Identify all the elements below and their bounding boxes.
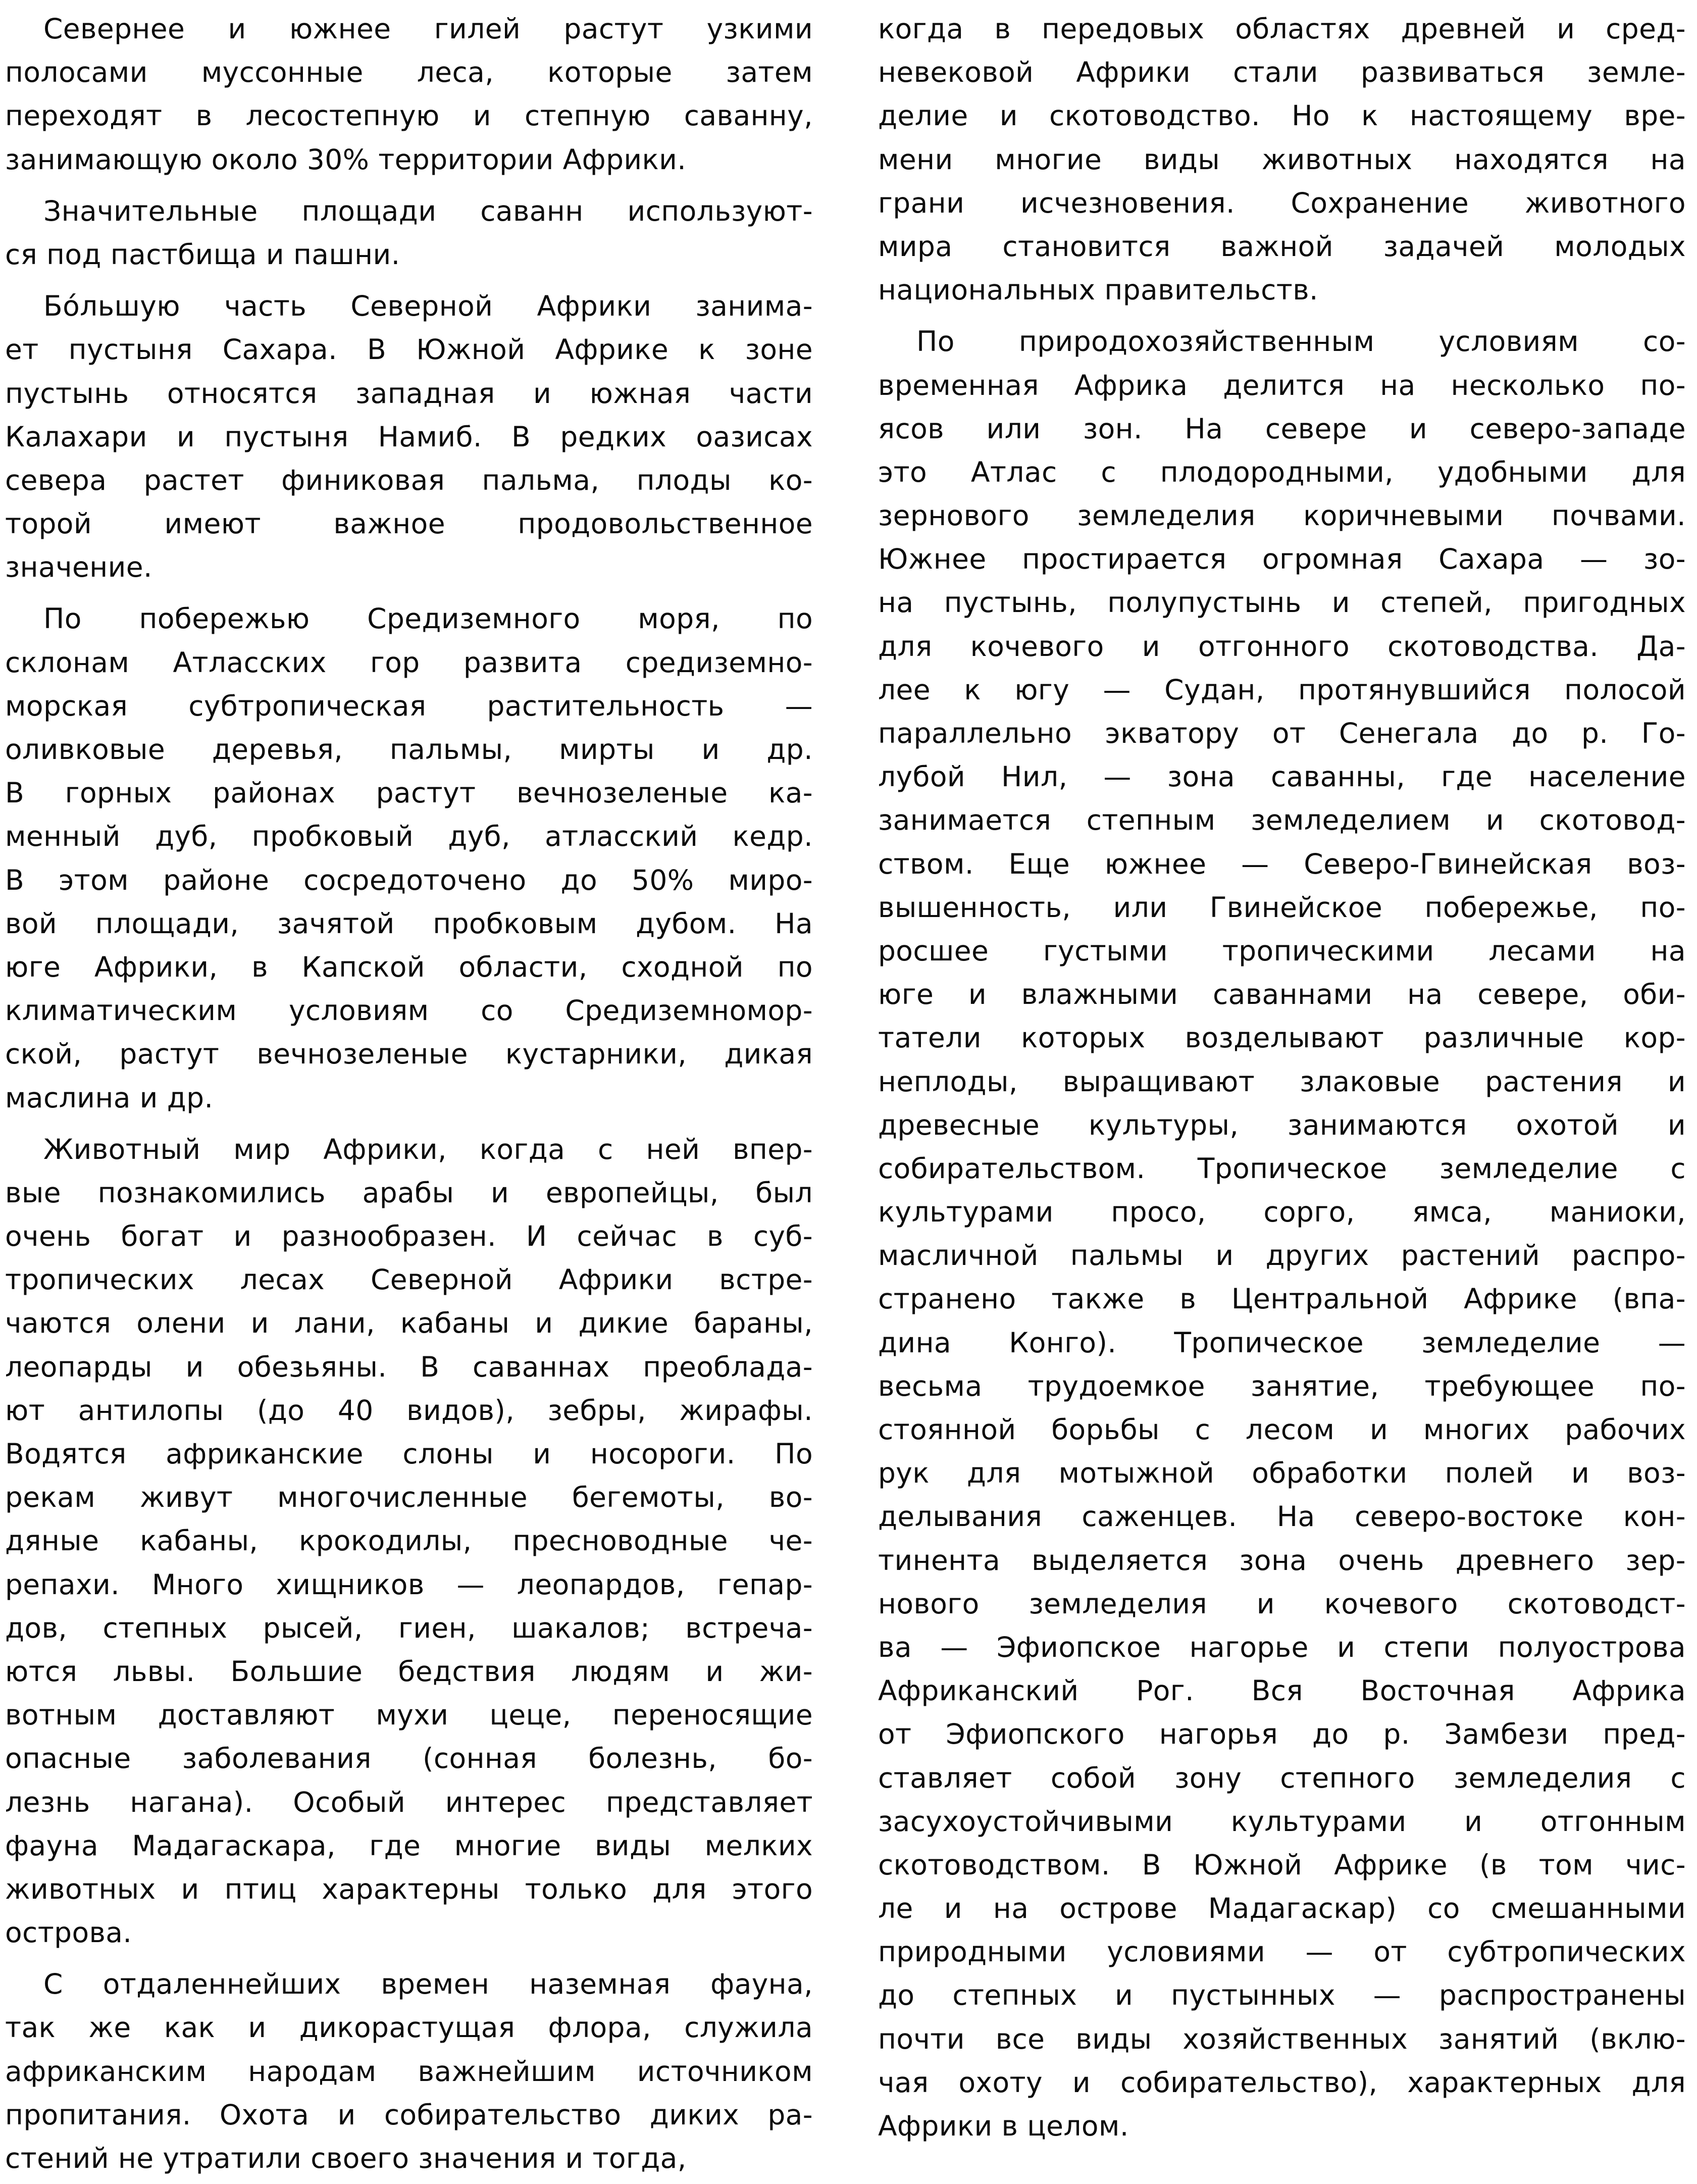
text-line: переходят в лесостепную и степную саванну,	[5, 99, 813, 132]
text-line: морская субтропическая растительность —	[5, 689, 813, 722]
text-line: животных и птиц характерны только для этого	[5, 1872, 813, 1905]
text-line: По побережью Средиземного моря, по	[43, 602, 813, 635]
text-line: севера растет финиковая пальма, плоды ко-	[5, 464, 813, 496]
text-line: собирательством. Тропическое земледелие с	[878, 1152, 1686, 1185]
text-line: природными условиями — от субтропических	[878, 1936, 1686, 1968]
text-line: фауна Мадагаскара, где многие виды мелких	[5, 1829, 813, 1862]
paragraph	[878, 7, 1686, 312]
text-line: лезнь нагана). Особый интерес представляет	[5, 1786, 813, 1818]
text-line: юге Африки, в Капской области, сходной по	[5, 950, 813, 983]
text-line: дяные кабаны, крокодилы, пресноводные че-	[5, 1525, 813, 1557]
text-line: склонам Атласских гор развита средиземно-	[5, 646, 813, 679]
text-line: ставляет собой зону степного земледелия с	[878, 1761, 1686, 1794]
text-line: Бóльшую часть Северной Африки занима-	[43, 290, 813, 323]
text-line: ются львы. Большие бедствия людям и жи-	[5, 1655, 813, 1688]
text-line: скотоводством. В Южной Африке (в том чис-	[878, 1848, 1686, 1881]
text-line: маслина и др.	[5, 1081, 214, 1114]
text-line: ся под пастбища и пашни.	[5, 238, 400, 271]
text-line: С отдаленнейших времен наземная фауна,	[43, 1968, 813, 2001]
text-line: национальных правительств.	[878, 274, 1318, 307]
text-line: Животный мир Африки, когда с ней впер-	[43, 1133, 813, 1165]
text-line: острова.	[5, 1916, 132, 1949]
text-line: засухоустойчивыми культурами и отгонным	[878, 1805, 1686, 1838]
text-line: Значительные площади саванн используют-	[43, 194, 813, 227]
text-line: делывания саженцев. На северо-востоке кон-	[878, 1500, 1686, 1533]
text-line: рук для мотыжной обработки полей и воз-	[878, 1457, 1686, 1490]
text-line: ясов или зон. На севере и северо-западе	[878, 412, 1686, 445]
text-line: мени многие виды животных находятся на	[878, 143, 1686, 176]
text-line: стений не утратили своего значения и тогда,	[5, 2142, 687, 2174]
text-line: чая охоту и собирательство), характерных для	[878, 2066, 1686, 2099]
text-line: занимается степным земледелием и скотовод-	[878, 804, 1686, 837]
text-line: странено также в Центральной Африке (впа-	[878, 1283, 1686, 1315]
text-line: временная Африка делится на несколько по-	[878, 369, 1686, 401]
text-line: ют антилопы (до 40 видов), зебры, жирафы.	[5, 1394, 813, 1427]
text-line: вой площади, зачятой пробковым дубом. На	[5, 907, 813, 940]
text-line: невековой Африки стали развиваться земле-	[878, 56, 1686, 89]
text-line: очень богат и разнообразен. И сейчас в суб-	[5, 1220, 813, 1253]
text-line: делие и скотоводство. Но к настоящему вре-	[878, 99, 1686, 132]
text-line: ле и на острове Мадагаскар) со смешанными	[878, 1892, 1686, 1925]
text-line: татели которых возделывают различные кор-	[878, 1022, 1686, 1054]
left-column	[5, 7, 813, 2184]
paragraph	[5, 189, 813, 276]
text-line: Африки в целом.	[878, 2110, 1129, 2142]
text-line: на пустынь, полупустынь и степей, пригодных	[878, 586, 1686, 619]
text-line: Севернее и южнее гилей растут узкими	[43, 13, 813, 45]
text-line: Африканский Рог. Вся Восточная Африка	[878, 1674, 1686, 1707]
text-line: нового земледелия и кочевого скотоводст-	[878, 1587, 1686, 1620]
text-line: рекам живут многочисленные бегемоты, во-	[5, 1481, 813, 1514]
text-line: до степных и пустынных — распространены	[878, 1979, 1686, 2012]
text-line: оливковые деревья, пальмы, мирты и др.	[5, 733, 813, 766]
text-line: значение.	[5, 551, 152, 584]
text-line: По природохозяйственным условиям со-	[916, 325, 1686, 358]
text-line: параллельно экватору от Сенегала до р. Го-	[878, 717, 1686, 749]
text-line: дина Конго). Тропическое земледелие —	[878, 1326, 1686, 1359]
text-line: неплоды, выращивают злаковые растения и	[878, 1065, 1686, 1098]
paragraph	[5, 7, 813, 181]
text-line: лубой Нил, — зона саванны, где население	[878, 760, 1686, 793]
text-line: вые познакомились арабы и европейцы, был	[5, 1176, 813, 1209]
text-line: репахи. Много хищников — леопардов, гепар-	[5, 1568, 813, 1601]
text-line: В этом районе сосредоточено до 50% миро-	[5, 864, 813, 896]
text-line: так же как и дикорастущая флора, служила	[5, 2011, 813, 2044]
paragraph	[5, 1962, 813, 2180]
text-line: вышенность, или Гвинейское побережье, по-	[878, 891, 1686, 924]
text-line: пустынь относятся западная и южная части	[5, 377, 813, 410]
text-line: культурами просо, сорго, ямса, маниоки,	[878, 1196, 1686, 1229]
text-line: масличной пальмы и других растений распро-	[878, 1239, 1686, 1272]
text-line: когда в передовых областях древней и сред-	[878, 13, 1686, 45]
text-line: лее к югу — Судан, протянувшийся полосой	[878, 673, 1686, 706]
text-line: занимающую около 30% территории Африки.	[5, 143, 687, 176]
text-line: мира становится важной задачей молодых	[878, 230, 1686, 263]
text-line: древесные культуры, занимаются охотой и	[878, 1108, 1686, 1141]
text-line: опасные заболевания (сонная болезнь, бо-	[5, 1742, 813, 1775]
text-line: В горных районах растут вечнозеленые ка-	[5, 777, 813, 809]
text-line: ской, растут вечнозеленые кустарники, дикая	[5, 1038, 813, 1071]
text-line: ством. Еще южнее — Северо-Гвинейская воз-	[878, 847, 1686, 880]
paragraph	[5, 284, 813, 589]
text-line: менный дуб, пробковый дуб, атласский кедр.	[5, 820, 813, 853]
text-line: весьма трудоемкое занятие, требующее по-	[878, 1369, 1686, 1402]
text-line: Калахари и пустыня Намиб. В редких оазисах	[5, 420, 813, 453]
text-line: полосами муссонные леса, которые затем	[5, 56, 813, 89]
paragraph	[5, 597, 813, 1119]
text-line: вотным доставляют мухи цеце, переносящие	[5, 1699, 813, 1732]
text-line: африканским народам важнейшим источником	[5, 2055, 813, 2088]
text-line: тинента выделяется зона очень древнего зер-	[878, 1544, 1686, 1577]
text-line: ет пустыня Сахара. В Южной Африке к зоне	[5, 333, 813, 366]
text-line: почти все виды хозяйственных занятий (вклю-	[878, 2022, 1686, 2055]
text-line: зернового земледелия коричневыми почвами.	[878, 499, 1686, 532]
paragraph	[878, 320, 1686, 2148]
text-line: Водятся африканские слоны и носороги. По	[5, 1438, 813, 1470]
text-line: стоянной борьбы с лесом и многих рабочих	[878, 1413, 1686, 1446]
text-line: тропических лесах Северной Африки встре-	[5, 1263, 813, 1296]
text-line: юге и влажными саваннами на севере, оби-	[878, 978, 1686, 1011]
text-line: леопарды и обезьяны. В саваннах преобладa-	[5, 1350, 813, 1383]
text-line: чаются олени и лани, кабаны и дикие бараны,	[5, 1307, 813, 1340]
text-line: ва — Эфиопское нагорье и степи полуострова	[878, 1631, 1686, 1663]
right-column	[878, 7, 1686, 2184]
text-line: это Атлас с плодородными, удобными для	[878, 455, 1686, 488]
text-line: климатическим условиям со Средиземномор-	[5, 994, 813, 1027]
paragraph	[5, 1128, 813, 1955]
text-line: росшее густыми тропическими лесами на	[878, 934, 1686, 967]
text-line: дов, степных рысей, гиен, шакалов; встреча-	[5, 1611, 813, 1644]
text-line: для кочевого и отгонного скотоводства. Да-	[878, 630, 1686, 663]
text-line: пропитания. Охота и собирательство диких ра-	[5, 2098, 813, 2131]
text-line: торой имеют важное продовольственное	[5, 507, 813, 540]
text-line: от Эфиопского нагорья до р. Замбези пред-	[878, 1718, 1686, 1751]
text-line: грани исчезновения. Сохранение животного	[878, 186, 1686, 219]
text-line: Южнее простирается огромная Сахара — зо-	[878, 543, 1686, 576]
